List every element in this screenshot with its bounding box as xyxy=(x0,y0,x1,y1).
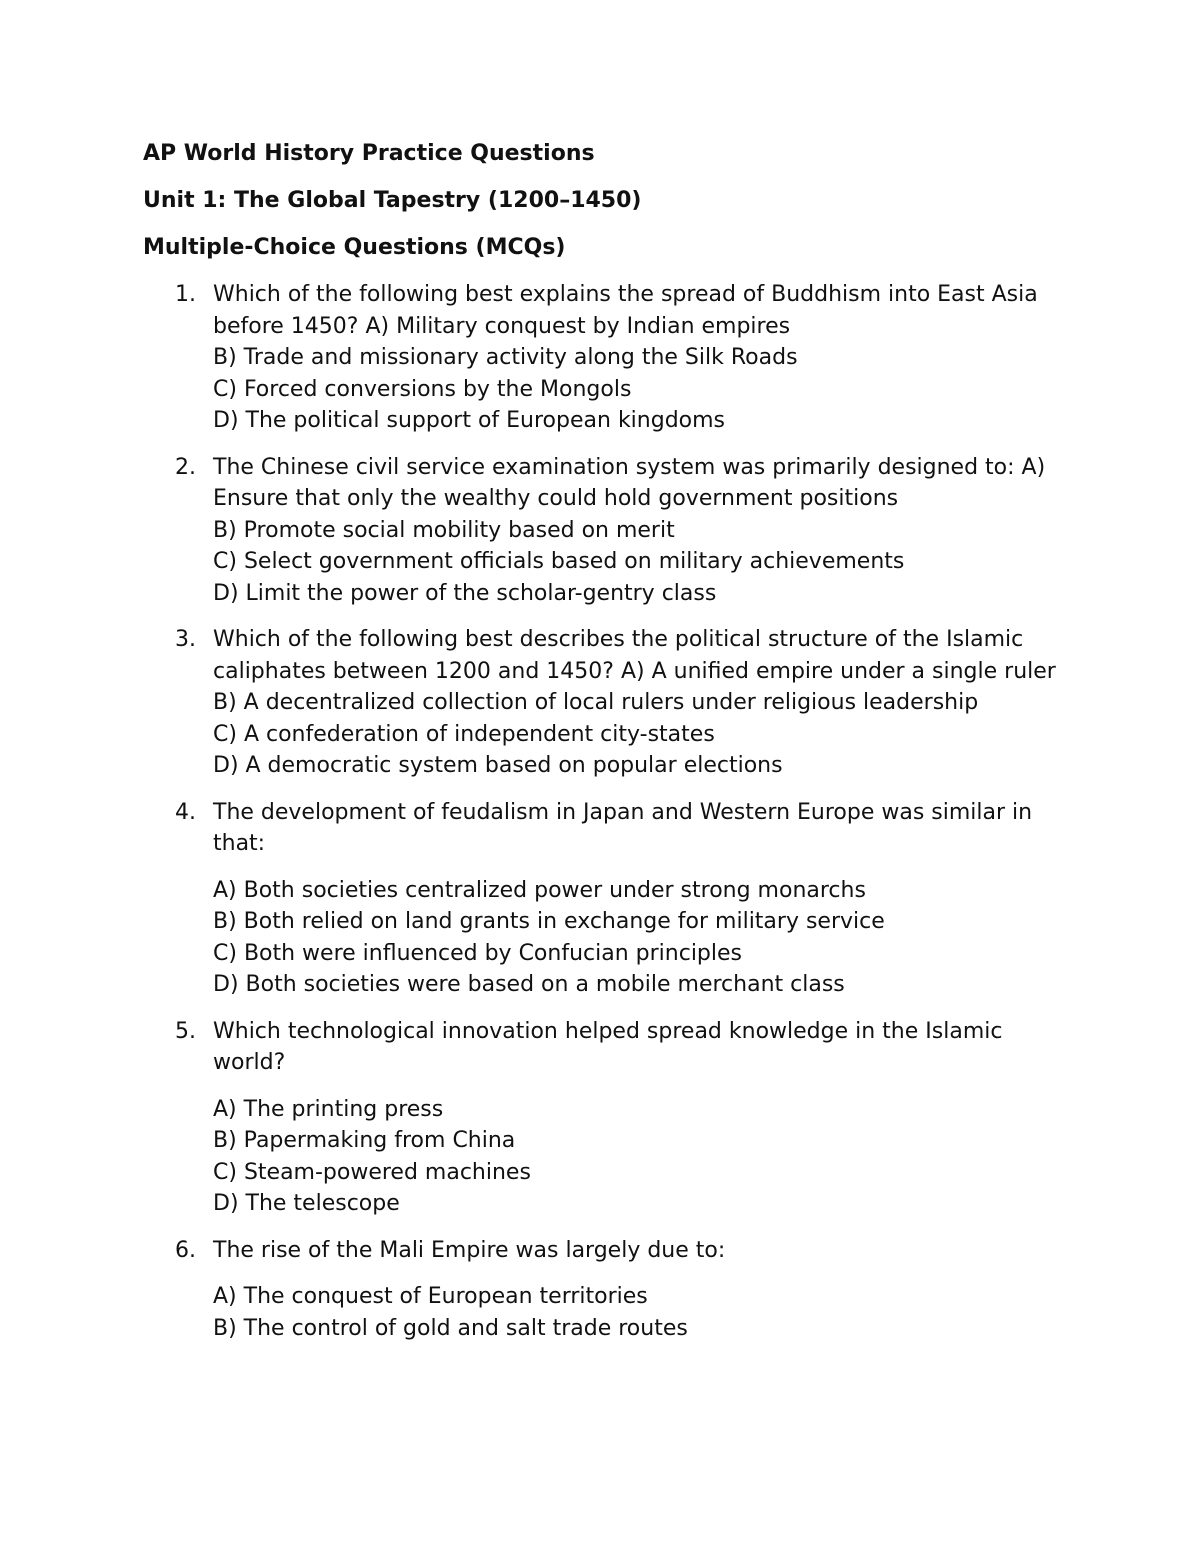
question-item xyxy=(143,797,1073,1001)
answer-option: B) A decentralized collection of local rulers under religious leadership xyxy=(213,690,979,715)
answer-option: A) A unified empire under a single ruler xyxy=(620,658,1056,684)
answer-option: C) Select government officials based on military achievements xyxy=(213,549,905,574)
unit-heading: Unit 1: The Global Tapestry (1200–1450) xyxy=(143,188,642,213)
answer-option: A) Ensure that only the wealthy could hold government positions xyxy=(213,454,1046,511)
answer-option: A) The conquest of European territories xyxy=(213,1284,648,1309)
answer-option: C) A confederation of independent city-states xyxy=(213,721,715,747)
answer-option: D) Both societies were based on a mobile merchant class xyxy=(213,972,845,997)
section-heading: Multiple-Choice Questions (MCQs) xyxy=(143,235,566,260)
question-stem: The rise of the Mali Empire was largely due to: xyxy=(213,1237,726,1263)
question-item xyxy=(143,1235,1073,1345)
question-number: 5. xyxy=(175,1018,196,1044)
answer-option: A) Both societies centralized power under strong monarchs xyxy=(213,877,866,903)
answer-option: C) Steam-powered machines xyxy=(213,1159,531,1185)
answer-option: A) The printing press xyxy=(213,1096,444,1122)
document-title: AP World History Practice Questions xyxy=(143,141,595,166)
answer-option: B) The control of gold and salt trade routes xyxy=(213,1315,688,1341)
question-number: 6. xyxy=(175,1237,196,1263)
answer-option: D) A democratic system based on popular elections xyxy=(213,753,783,778)
question-number: 2. xyxy=(175,454,196,480)
question-number: 4. xyxy=(175,799,196,825)
question-stem: Which technological innovation helped spread knowledge in the Islamic world? xyxy=(213,1018,1003,1075)
answer-option: D) The telescope xyxy=(213,1191,400,1216)
answer-option: A) Military conquest by Indian empires xyxy=(365,313,791,339)
document-page xyxy=(143,139,1073,1359)
answer-option: B) Trade and missionary activity along the Silk Roads xyxy=(213,345,798,370)
question-item xyxy=(143,452,1073,610)
answer-option: B) Papermaking from China xyxy=(213,1128,516,1153)
answer-option: C) Forced conversions by the Mongols xyxy=(213,376,632,402)
question-number: 1. xyxy=(175,282,196,307)
question-stem: The Chinese civil service examination system was primarily designed to: A) Ensure that only the wealthy could hold government positions xyxy=(213,454,1046,511)
question-stem: The development of feudalism in Japan and Western Europe was similar in that: xyxy=(213,799,1033,856)
question-stem: Which of the following best describes the political structure of the Islamic caliphates between 1200 and 1450? A) A unified empire under a single ruler xyxy=(213,627,1056,684)
question-item xyxy=(143,624,1073,782)
question-number: 3. xyxy=(175,627,196,652)
question-item xyxy=(143,1016,1073,1220)
answer-option: D) The political support of European kingdoms xyxy=(213,408,726,433)
answer-option: B) Promote social mobility based on merit xyxy=(213,517,675,543)
question-list xyxy=(143,279,1073,1344)
question-item xyxy=(143,279,1073,437)
answer-option: D) Limit the power of the scholar-gentry class xyxy=(213,580,717,606)
answer-option: B) Both relied on land grants in exchange for military service xyxy=(213,909,885,934)
question-stem: Which of the following best explains the spread of Buddhism into East Asia before 1450? A) Military conquest by Indian empires xyxy=(213,282,1038,339)
answer-option: C) Both were influenced by Confucian principles xyxy=(213,940,742,966)
